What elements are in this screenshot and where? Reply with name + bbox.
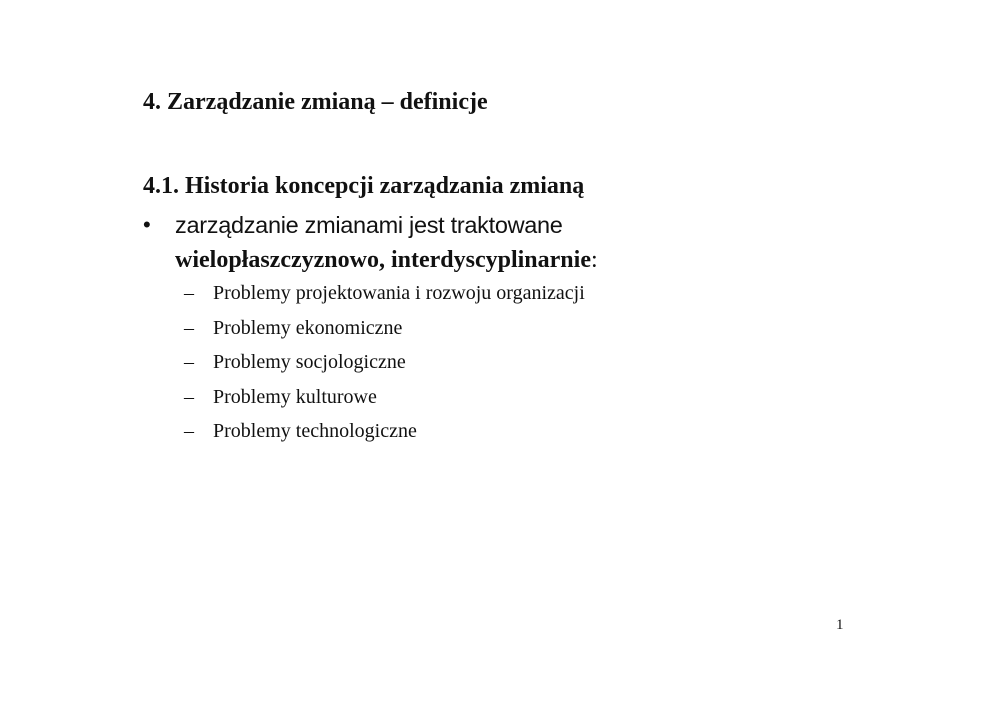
bullet-line-1: zarządzanie zmianami jest traktowane (175, 212, 563, 238)
sub-list-item (184, 282, 585, 317)
sub-list-item (184, 386, 585, 421)
dash-marker: – (184, 282, 194, 304)
bullet-text (175, 208, 598, 278)
sub-list-item (184, 420, 585, 455)
dash-marker: – (184, 420, 194, 442)
sub-item-text: Problemy socjologiczne (213, 351, 406, 373)
sub-list (184, 282, 585, 455)
sub-item-text: Problemy ekonomiczne (213, 316, 403, 339)
sub-item-text: Problemy kulturowe (213, 385, 377, 408)
dash-marker: – (184, 385, 194, 408)
sub-item-text: Problemy projektowania i rozwoju organizacji (213, 282, 585, 304)
bullet-emphasis: wielopłaszczyznowo, interdyscyplinarnie (175, 247, 591, 273)
sub-item-text: Problemy technologiczne (213, 420, 417, 442)
slide-title: 4. Zarządzanie zmianą – definicje (143, 89, 488, 115)
page-number: 1 (836, 617, 844, 633)
bullet-colon: : (590, 247, 598, 273)
bullet-line-2 (175, 242, 598, 278)
bullet-marker: • (143, 212, 151, 237)
dash-marker: – (184, 351, 194, 373)
sub-list-item (184, 317, 585, 352)
sub-list-item (184, 351, 585, 386)
dash-marker: – (184, 316, 194, 339)
section-heading: 4.1. Historia koncepcji zarządzania zmianą (143, 173, 585, 199)
